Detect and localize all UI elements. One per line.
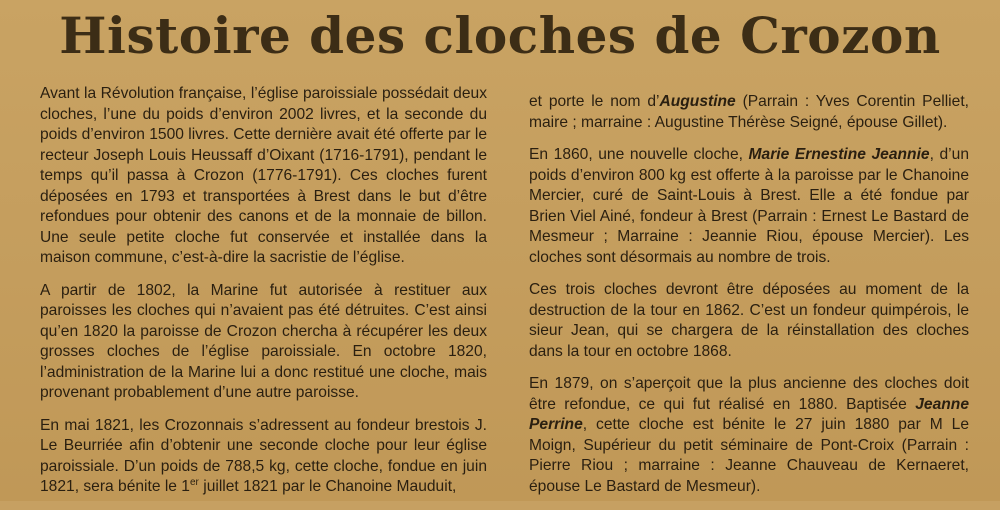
p1860-intro: En 1860, une nouvelle cloche, <box>529 146 749 163</box>
paragraph-1860 <box>529 145 969 268</box>
paragraph-augustine <box>529 92 969 133</box>
augustine-intro: et porte le nom d’ <box>529 93 660 110</box>
augustine-details: (Parrain : Yves Corentin Pelliet, maire ; marraine : Augustine Thérèse Seigné, épouse Gillet). <box>529 93 969 131</box>
paragraph-1862: Ces trois cloches devront être déposées au moment de la destruction de la tour en 1862. C’est un fondeur quimpérois, le sieur Jean, qui se chargera de la réinstallation des cloches dans la tour en octobre 1868. <box>529 281 969 360</box>
right-text-column <box>529 92 969 509</box>
paragraph-1821 <box>40 416 487 498</box>
paragraph-1802: A partir de 1802, la Marine fut autorisée à restituer aux paroisses les cloches qui n’avaient pas été détruites. C’est ainsi qu’en 1820 la paroisse de Crozon chercha à récupérer les deux grosses cloches de l’église paroissiale. En octobre 1820, l’administration de la Marine lui a donc restitué une cloche, mais provenant probablement d’une autre paroisse. <box>40 281 487 401</box>
bell-name-jeanne-perrine: Jeanne Perrine <box>529 395 969 433</box>
p1879-details: , cette cloche est bénite le 27 juin 1880 par M Le Moign, Supérieur du petit séminaire de Pont-Croix (Parrain : Pierre Riou ; marraine : Jeanne Chauveau de Kernaeret, épouse Le Bastard de Mesmeur). <box>529 416 969 495</box>
p1860-details: , d’un poids d’environ 800 kg est offerte à la paroisse par le Chanoine Mercier, curé de Saint-Louis à Brest. Elle a été fondue par Brien Viel Ainé, fondeur à Brest (Parrain : Ernest Le Bastard de Mesmeur ; Marraine : Jeannie Riou, épouse Mercier). Les cloches sont désormais au nombre de trois. <box>529 146 969 266</box>
paragraph-1879 <box>529 374 969 497</box>
panel-title: Histoire des cloches de Crozon <box>59 6 941 65</box>
p1879-intro: En 1879, on s’aperçoit que la plus ancienne des cloches doit être refondue, ce qui fut réalisé en 1880. Baptisée <box>529 375 969 413</box>
paragraph-1821-text: En mai 1821, les Crozonnais s’adressent au fondeur brestois J. Le Beurriée afin d’obtenir une seconde cloche pour leur église paroissiale. D’un poids de 788,5 kg, cette cloche, fondue en juin 1821, sera bénite le 1 <box>40 416 487 495</box>
bell-name-marie-ernestine-jeannie: Marie Ernestine Jeannie <box>748 146 930 163</box>
bell-name-augustine: Augustine <box>659 93 736 110</box>
paragraph-1821-end: juillet 1821 par le Chanoine Mauduit, <box>198 478 457 495</box>
superscript-er: er <box>189 476 199 488</box>
left-text-column <box>40 84 487 510</box>
paragraph-revolution: Avant la Révolution française, l’église paroissiale possédait deux cloches, l’une du poids d’environ 2002 livres, et la seconde du poids d’environ 1500 livres. Cette dernière avait été offerte par le recteur Joseph Louis Heussaff d’Oixant (1716-1791), pendant le temps qu’il passa à Crozon (1776-1791). Ces cloches furent déposées en 1793 et transportées à Brest dans le but d’être refondues pour obtenir des canons et de la monnaie de billon. Une seule petite cloche fut conservée et installée dans la maison commune, c’est-à-dire la sacristie de l’église. <box>40 85 487 266</box>
